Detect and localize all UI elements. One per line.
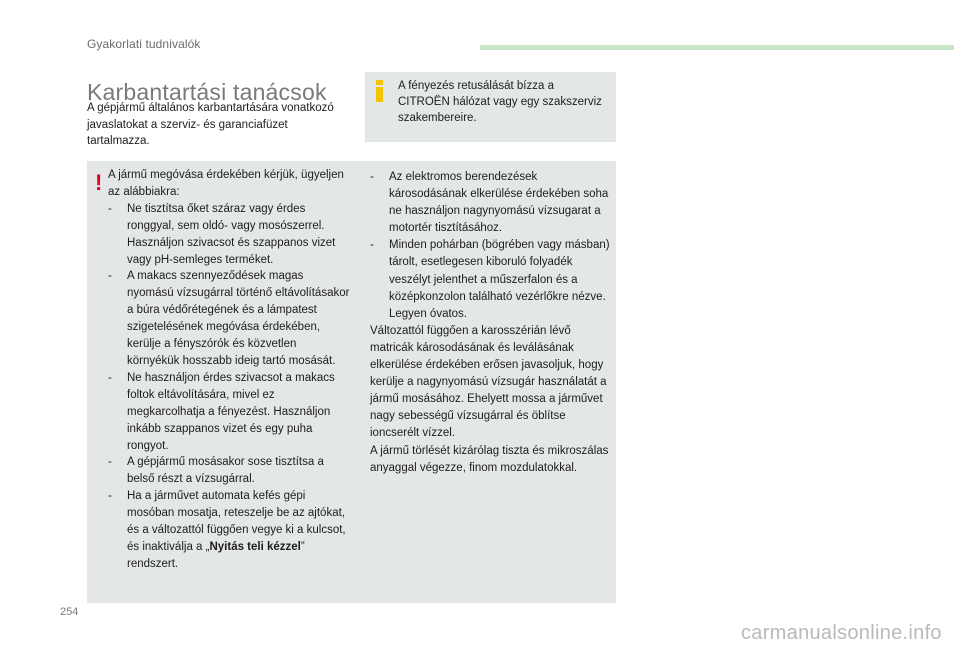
- warning-paragraph: Változattól függően a karosszérián lévő matricák károsodásának és leválásának elkerülése érdekében erősen javasoljuk, hogy kerülje a nagynyomású vízsugár használatát a jármű mosásához. Ehelyett mossa a járművet nagy sebességű vízsugárral és öblítse ioncserélt vízzel.: [370, 324, 607, 440]
- list-item: - Az elektromos berendezések károsodásának elkerülése érdekében soha ne használjon nagynyomású vízsugarat a motortér tisztításához.: [370, 169, 616, 237]
- section-label: Gyakorlati tudnivalók: [87, 37, 201, 51]
- list-item: [108, 488, 351, 573]
- feature-name: Nyitás teli kézzel: [209, 540, 301, 553]
- warning-right-column: [370, 169, 616, 477]
- warning-paragraph: A jármű törlését kizárólag tiszta és mikroszálas anyaggal végezze, finom mozdulatokkal.: [370, 444, 609, 474]
- list-item-text: Ha a járművet automata kefés gépi mosóban mosatja, reteszelje be az ajtókat, és a változattól függően vegye ki a kulcsot, és inaktiválja a „: [127, 490, 346, 553]
- info-text: A fényezés retusálását bízza a CITROËN hálózat vagy egy szakszerviz szakembereire.: [398, 80, 602, 124]
- list-item: - A gépjármű mosásakor sose tisztítsa a belső részt a vízsugárral.: [108, 454, 351, 488]
- warning-icon: !: [95, 170, 103, 195]
- list-item: - Ne tisztítsa őket száraz vagy érdes ronggyal, sem oldó- vagy mosószerrel. Használjon szivacsot és szappanos vizet vagy pH-semleges terméket.: [108, 201, 351, 269]
- warning-list-continued: [370, 169, 616, 323]
- header-accent-bar: [480, 45, 954, 50]
- list-item: - Ne használjon érdes szivacsot a makacs foltok eltávolítására, mivel ez megkarcolhatja a fényezést. Használjon inkább szappanos vizet és egy puha rongyot.: [108, 370, 351, 455]
- info-icon: [373, 80, 387, 102]
- page-title: Karbantartási tanácsok: [87, 79, 327, 106]
- warning-intro: A jármű megóvása érdekében kérjük, ügyeljen az alábbiakra:: [108, 169, 344, 198]
- list-item-text: ” rendszert.: [127, 540, 305, 570]
- page-number: 254: [60, 606, 79, 618]
- intro-paragraph: A gépjármű általános karbantartására vonatkozó javaslatokat a szerviz- és garanciafüzet tartalmazza.: [87, 102, 334, 147]
- list-item: - A makacs szennyeződések magas nyomású vízsugárral történő eltávolításakor a búra védőrétegének és a lámpatest szigetelésének megóvása érdekében, kerülje a fényszórók és közvetlen környékük hosszabb ideig tartó mosását.: [108, 268, 351, 369]
- list-item: - Minden pohárban (bögrében vagy másban) tárolt, esetlegesen kiboruló folyadék veszélyt jelenthet a műszerfalon és a középkonzolon található vezérlőkre nézve. Legyen óvatos.: [370, 237, 616, 322]
- warning-list: [108, 201, 351, 573]
- warning-left-column: [108, 167, 351, 573]
- watermark: carmanualsonline.info: [741, 622, 942, 644]
